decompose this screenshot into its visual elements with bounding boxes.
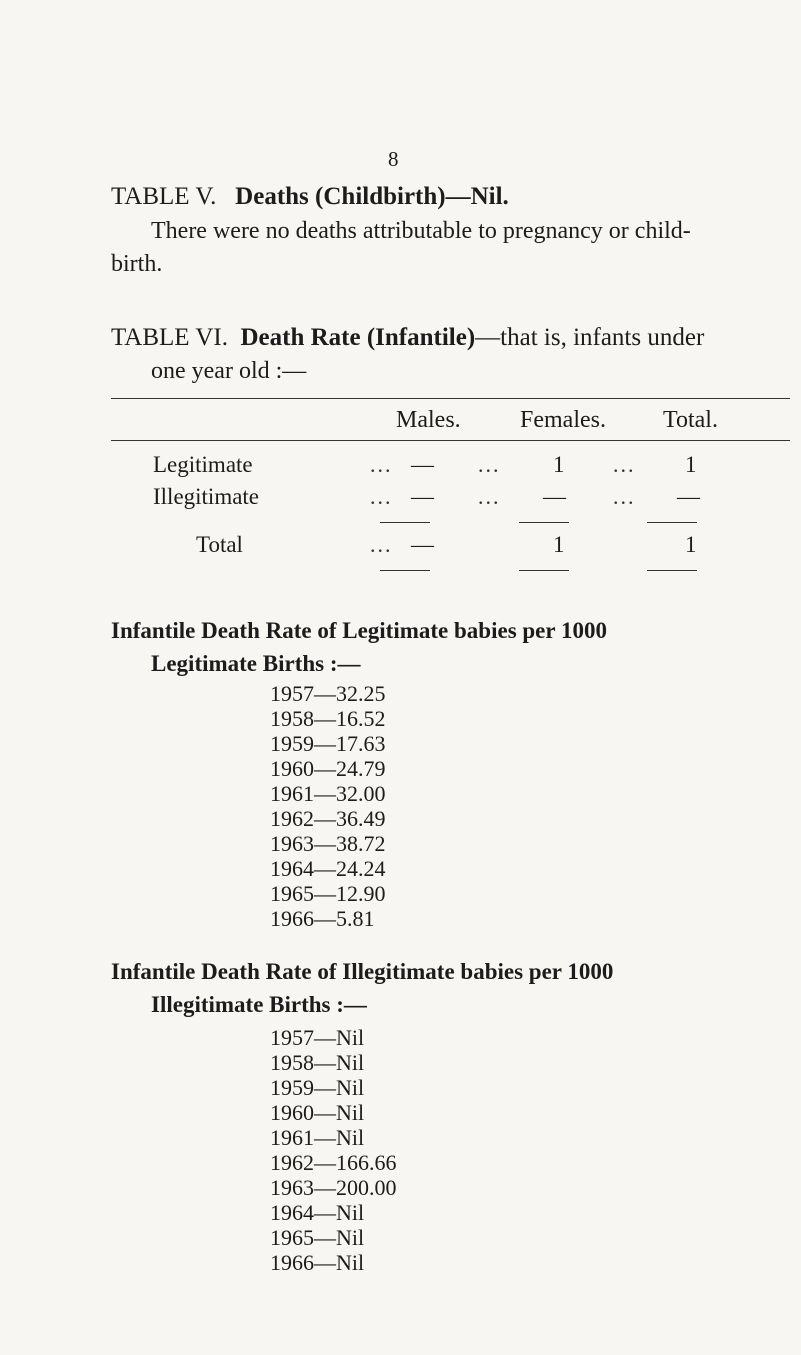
table-v-label: TABLE V. xyxy=(111,183,217,210)
illegitimate-rate-subtitle: Illegitimate Births :— xyxy=(151,992,367,1017)
table-vi-title-rest: —that is, infants under xyxy=(475,324,705,351)
subtotal-rule-females xyxy=(519,522,569,523)
legitimate-rate-title: Infantile Death Rate of Legitimate babies per 1000 xyxy=(111,618,607,643)
list-item: 1960—24.79 xyxy=(270,756,386,781)
column-header-males: Males. xyxy=(396,407,461,433)
table-v-title: Deaths (Childbirth)—Nil. xyxy=(235,183,509,210)
leader-dots: ... xyxy=(370,532,393,557)
table-vi-title-line2: one year old :— xyxy=(151,358,307,384)
page-number: 8 xyxy=(388,147,399,171)
list-item: 1959—17.63 xyxy=(270,731,386,756)
subtotal-rule-total xyxy=(647,522,697,523)
cell-total-total: 1 xyxy=(685,532,697,557)
cell-illegitimate-females: — xyxy=(543,484,566,509)
cell-legitimate-total: 1 xyxy=(685,452,697,477)
cell-legitimate-males: — xyxy=(411,452,434,477)
leader-dots: ... xyxy=(370,452,393,477)
cell-illegitimate-males: — xyxy=(411,484,434,509)
list-item: 1965—12.90 xyxy=(270,881,386,906)
column-header-females: Females. xyxy=(520,407,606,433)
row-label-total: Total xyxy=(196,532,243,557)
list-item: 1963—38.72 xyxy=(270,831,386,856)
table-vi-heading xyxy=(111,324,704,352)
list-item: 1961—32.00 xyxy=(270,781,386,806)
list-item: 1958—16.52 xyxy=(270,706,386,731)
cell-legitimate-females: 1 xyxy=(553,452,565,477)
table-v-text-line1: There were no deaths attributable to pregnancy or child- xyxy=(151,218,691,244)
cell-total-females: 1 xyxy=(553,532,565,557)
cell-total-males: — xyxy=(411,532,434,557)
row-label-illegitimate: Illegitimate xyxy=(153,484,260,509)
illegitimate-rate-title: Infantile Death Rate of Illegitimate babies per 1000 xyxy=(111,959,614,984)
cell-illegitimate-total: — xyxy=(677,484,700,509)
table-header-rule xyxy=(111,440,790,441)
total-rule-females xyxy=(519,570,569,571)
table-top-rule xyxy=(111,398,790,399)
list-item: 1959—Nil xyxy=(270,1075,365,1100)
list-item: 1961—Nil xyxy=(270,1125,365,1150)
total-rule-males xyxy=(380,570,430,571)
table-v-heading xyxy=(111,183,509,211)
leader-dots: ... xyxy=(478,452,501,477)
subtotal-rule-males xyxy=(380,522,430,523)
leader-dots: ... xyxy=(370,484,393,509)
list-item: 1966—Nil xyxy=(270,1250,365,1275)
legitimate-rate-subtitle: Legitimate Births :— xyxy=(151,651,361,676)
list-item: 1957—Nil xyxy=(270,1025,365,1050)
illegitimate-rate-list xyxy=(270,1025,397,1275)
legitimate-rate-list xyxy=(270,681,386,931)
table-v-text-line2: birth. xyxy=(111,251,163,277)
list-item: 1960—Nil xyxy=(270,1100,365,1125)
column-header-total: Total. xyxy=(663,407,718,433)
list-item: 1962—36.49 xyxy=(270,806,386,831)
list-item: 1957—32.25 xyxy=(270,681,386,706)
leader-dots: ... xyxy=(613,452,636,477)
list-item: 1958—Nil xyxy=(270,1050,365,1075)
leader-dots: ... xyxy=(613,484,636,509)
list-item: 1966—5.81 xyxy=(270,906,375,931)
table-vi-title: Death Rate (Infantile) xyxy=(240,324,476,351)
total-rule-total xyxy=(647,570,697,571)
list-item: 1962—166.66 xyxy=(270,1150,397,1175)
leader-dots: ... xyxy=(478,484,501,509)
list-item: 1963—200.00 xyxy=(270,1175,397,1200)
table-vi-label: TABLE VI. xyxy=(111,324,228,351)
list-item: 1964—24.24 xyxy=(270,856,386,881)
list-item: 1964—Nil xyxy=(270,1200,365,1225)
list-item: 1965—Nil xyxy=(270,1225,365,1250)
row-label-legitimate: Legitimate xyxy=(153,452,253,477)
